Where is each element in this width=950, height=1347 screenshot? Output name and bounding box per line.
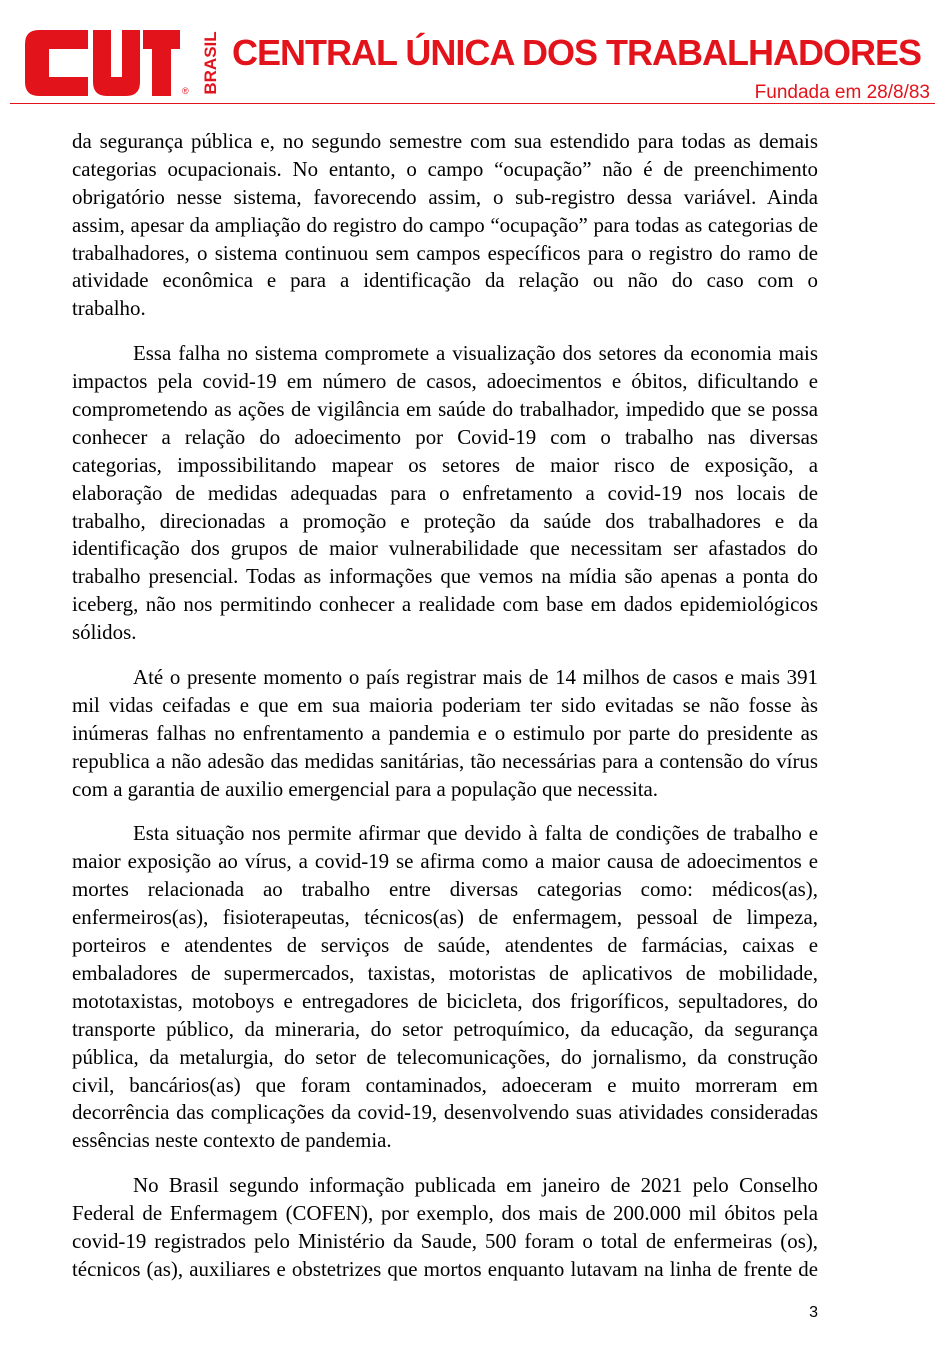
- text-line: Esta situação nos permite afirmar que devido à falta de condições de trabalho e: [133, 821, 818, 846]
- text-line: impactos pela covid-19 em número de casos, adoecimentos e óbitos, dificultando e: [72, 369, 818, 394]
- text-line: atividade econômica e para a identificação da relação ou não do caso com o: [72, 268, 818, 293]
- paragraph-1: [72, 128, 818, 323]
- text-line: maior exposição ao vírus, a covid-19 se afirma como a maior causa de adoecimentos e: [72, 849, 818, 874]
- text-line: embaladores de supermercados, taxistas, motoristas de aplicativos de mobilidade,: [72, 960, 818, 985]
- text-line: republica a não adesão das medidas sanitárias, tão necessárias para a contensão do vírus: [72, 748, 818, 773]
- text-line: mil vidas ceifadas e que em sua maioria poderiam ter sido evitadas se não fosse às: [72, 692, 818, 717]
- text-line: Até o presente momento o país registrar mais de 14 milhos de casos e mais 391: [133, 665, 818, 690]
- text-line: obrigatório nesse sistema, favorecendo assim, o sub-registro dessa variável. Ainda: [72, 184, 818, 209]
- text-line: Federal de Enfermagem (COFEN), por exemplo, dos mais de 200.000 mil óbitos pela: [72, 1201, 818, 1226]
- text-line: sólidos.: [72, 620, 137, 645]
- text-line: trabalhadores, o sistema continuou sem campos específicos para o registro do ramo de: [72, 240, 818, 265]
- founding-date: Fundada em 28/8/83: [754, 82, 930, 103]
- text-line: civil, bancários(as) que foram contaminados, adoeceram e muito morreram em: [72, 1072, 818, 1097]
- text-line: inúmeras falhas no enfrentamento a pandemia e o estimulo por parte do presidente as: [72, 720, 818, 745]
- text-line: categorias ocupacionais. No entanto, o campo “ocupação” não é de preenchimento: [72, 156, 818, 181]
- text-line: iceberg, não nos permitindo conhecer a realidade com base em dados epidemiológicos: [72, 592, 818, 617]
- brasil-label: BRASIL: [201, 31, 220, 95]
- text-line: identificação dos grupos de maior vulnerabilidade que necessitam ser afastados do: [72, 536, 818, 561]
- text-line: No Brasil segundo informação publicada em janeiro de 2021 pelo Conselho: [133, 1173, 818, 1198]
- text-line: trabalho, direcionadas a promoção e proteção da saúde dos trabalhadores e da: [72, 508, 818, 533]
- logo-letter-c: [25, 30, 88, 96]
- text-line: Essa falha no sistema compromete a visualização dos setores da economia mais: [133, 341, 818, 366]
- text-line: covid-19 registrados pelo Ministério da Saude, 500 foram o total de enfermeiras (os),: [72, 1228, 818, 1253]
- text-line: essências neste contexto de pandemia.: [72, 1128, 392, 1153]
- logo-letter-u: [93, 30, 140, 96]
- paragraph-3: [72, 664, 818, 803]
- text-line: decorrência das complicações da covid-19, desenvolvendo suas atividades consideradas: [72, 1100, 818, 1125]
- page-number: 3: [809, 1304, 818, 1321]
- document-body: [72, 128, 818, 1301]
- text-line: assim, apesar da ampliação do registro do campo “ocupação” para todas as categorias de: [72, 212, 818, 237]
- text-line: mototaxistas, motoboys e entregadores de bicicleta, dos frigoríficos, sepultadores, do: [72, 988, 818, 1013]
- text-line: transporte público, da mineraria, do setor petroquímico, da educação, da segurança: [72, 1016, 818, 1041]
- text-line: trabalho.: [72, 296, 146, 321]
- paragraph-2: [72, 340, 818, 647]
- header-rule: [10, 103, 935, 104]
- registered-mark: ®: [182, 86, 189, 96]
- text-line: comprometendo as ações de vigilância em saúde do trabalhador, impedido que se possa: [72, 397, 818, 422]
- logo-letter-t: [143, 30, 180, 96]
- text-line: porteiros e atendentes de serviços de saúde, atendentes de farmácias, caixas e: [72, 933, 818, 958]
- text-line: com a garantia de auxilio emergencial para a população que necessita.: [72, 776, 659, 801]
- text-line: mortes relacionada ao trabalho entre diversas categorias como: médicos(as),: [72, 877, 818, 902]
- text-line: técnicos (as), auxiliares e obstetrizes que mortos enquanto lutavam na linha de frente de: [72, 1256, 818, 1281]
- cut-logo: [22, 28, 222, 100]
- text-line: da segurança pública e, no segundo semestre com sua estendido para todas as demais: [72, 129, 818, 153]
- text-line: pública, da metalurgia, do setor de telecomunicações, do jornalismo, da construção: [72, 1044, 818, 1069]
- text-line: trabalho presencial. Todas as informações que vemos na mídia são apenas a ponta do: [72, 564, 818, 589]
- paragraph-4: [72, 820, 818, 1155]
- text-line: elaboração de medidas adequadas para o enfretamento a covid-19 nos locais de: [72, 480, 818, 505]
- text-line: categorias, impossibilitando mapear os setores de maior risco de exposição, a: [72, 452, 818, 477]
- organization-title: CENTRAL ÚNICA DOS TRABALHADORES: [232, 32, 921, 73]
- paragraph-5: [72, 1172, 818, 1284]
- text-line: enfermeiros(as), fisioterapeutas, técnicos(as) de enfermagem, pessoal de limpeza,: [72, 905, 818, 930]
- text-line: conhecer a relação do adoecimento por Covid-19 com o trabalho nas diversas: [72, 424, 818, 449]
